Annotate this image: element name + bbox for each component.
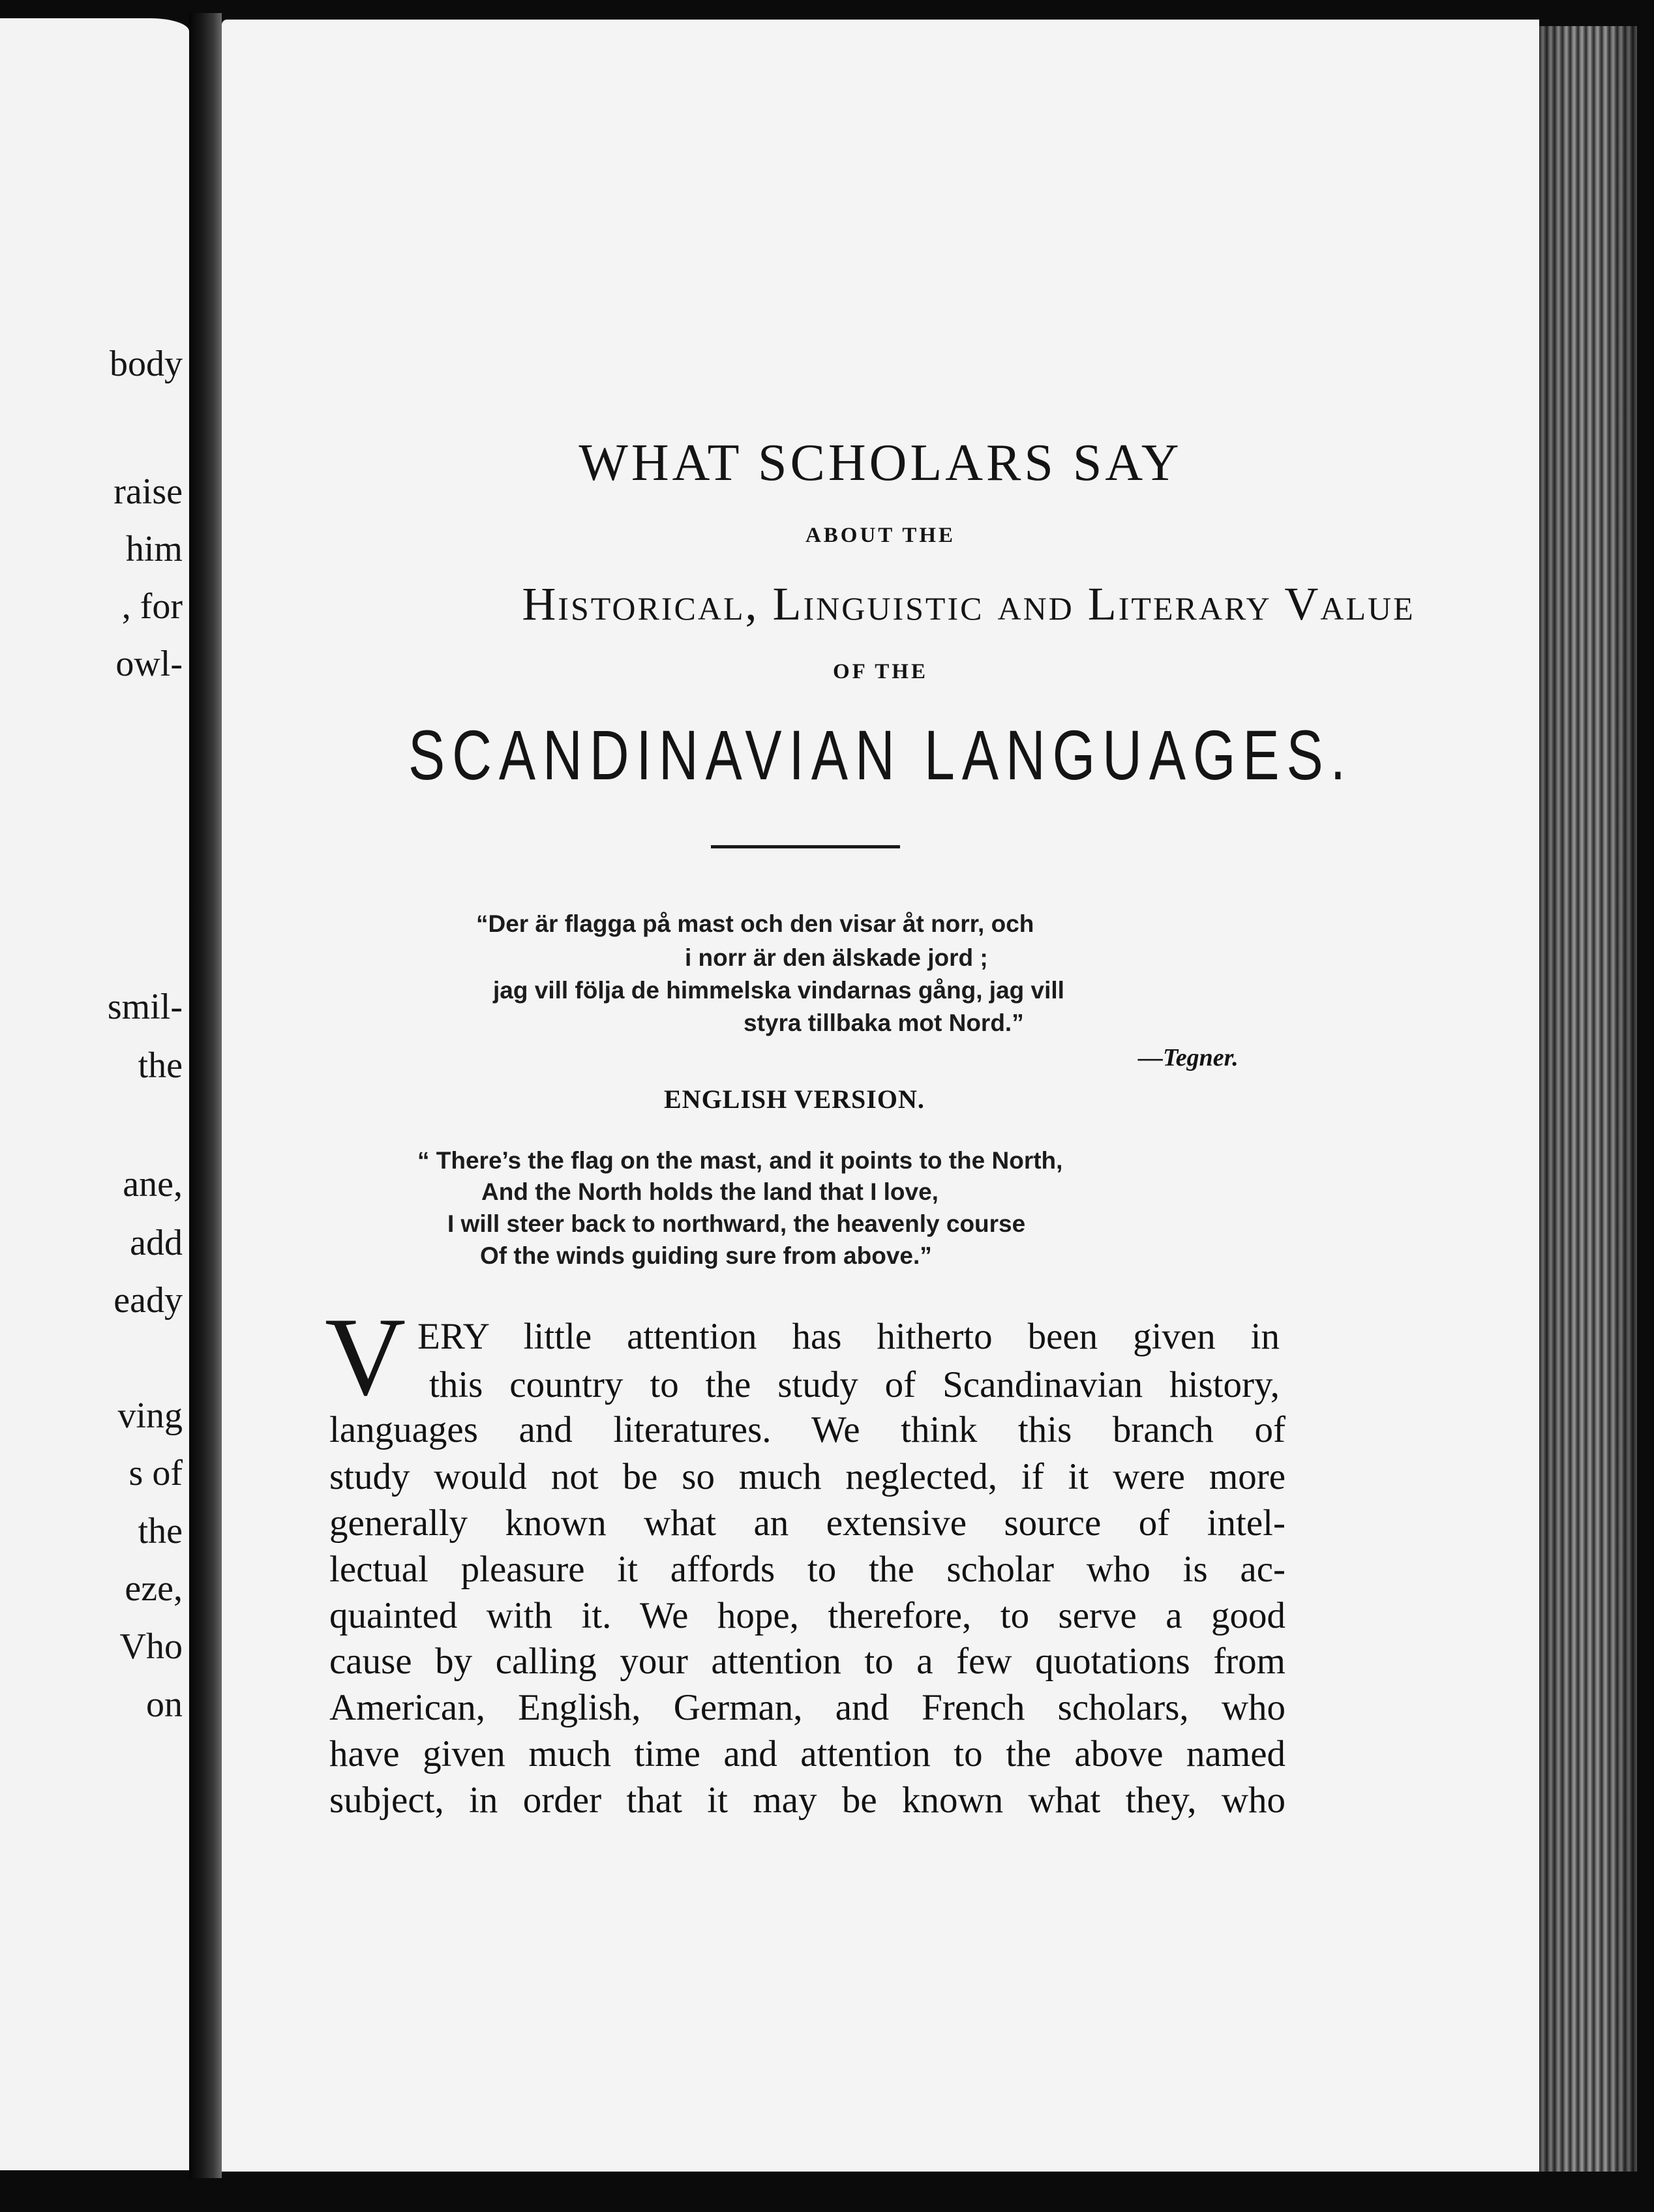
- body-text-line: cause by calling your attention to a few quotations from: [329, 1641, 1286, 1682]
- left-page-fragment: eze,: [125, 1568, 183, 1609]
- left-page-fragment: on: [146, 1684, 183, 1725]
- english-verse-line: I will steer back to northward, the heavenly course: [447, 1210, 1026, 1237]
- swedish-verse-line: i norr är den älskade jord ;: [685, 944, 988, 971]
- about-the-label: ABOUT THE: [805, 524, 956, 547]
- body-text-line: languages and literatures. We think this branch of: [329, 1409, 1286, 1450]
- languages-title: SCANDINAVIAN LANGUAGES.: [408, 715, 1353, 794]
- left-page-fragment: Vho: [119, 1626, 183, 1667]
- english-version-heading: ENGLISH VERSION.: [664, 1084, 925, 1114]
- left-page-fragment: the: [138, 1511, 183, 1551]
- left-page-fragment: smil-: [107, 987, 183, 1027]
- swedish-verse-line: styra tillbaka mot Nord.”: [744, 1009, 1024, 1036]
- body-text-line: study would not be so much neglected, if it were more: [329, 1456, 1286, 1497]
- title-divider-rule: [711, 845, 900, 848]
- body-text-line: generally known what an extensive source of intel-: [329, 1502, 1286, 1544]
- left-page-fragment: body: [110, 344, 183, 384]
- english-verse-line: Of the winds guiding sure from above.”: [480, 1242, 932, 1269]
- book-gutter: [189, 13, 222, 2178]
- body-text-line: this country to the study of Scandinavian history,: [429, 1364, 1280, 1405]
- left-page-fragment: , for: [121, 586, 183, 627]
- of-the-label: OF THE: [833, 660, 928, 683]
- english-verse-line: And the North holds the land that I love,: [481, 1178, 939, 1205]
- left-facing-page: [0, 18, 189, 2170]
- left-page-fragment: the: [138, 1045, 183, 1086]
- left-page-fragment: ane,: [123, 1164, 183, 1204]
- swedish-verse-line: “Der är flagga på mast och den visar åt norr, och: [476, 910, 1034, 937]
- body-text-line: ERY little attention has hitherto been given in: [417, 1316, 1280, 1357]
- page-edge-shadow: [1539, 26, 1637, 2172]
- body-text-line: have given much time and attention to the above named: [329, 1733, 1286, 1774]
- left-page-fragment: raise: [113, 471, 183, 512]
- left-page-fragment: owl-: [115, 644, 183, 684]
- page-subtitle: Historical, Linguistic and Literary Value: [522, 578, 1415, 630]
- verse-attribution: —Tegner.: [1138, 1044, 1239, 1071]
- left-page-fragment: eady: [113, 1280, 183, 1321]
- left-page-fragment: ving: [117, 1396, 183, 1436]
- left-page-fragment: add: [130, 1223, 183, 1263]
- english-verse-line: “ There’s the flag on the mast, and it points to the North,: [417, 1147, 1063, 1174]
- left-page-fragment: him: [125, 529, 183, 569]
- swedish-verse-line: jag vill följa de himmelska vindarnas gång, jag vill: [493, 977, 1064, 1004]
- body-text-line: subject, in order that it may be known what they, who: [329, 1780, 1286, 1821]
- drop-cap: V: [325, 1295, 406, 1419]
- body-text-line: lectual pleasure it affords to the scholar who is ac-: [329, 1549, 1286, 1590]
- left-page-fragment: s of: [128, 1453, 183, 1493]
- body-text-line: quainted with it. We hope, therefore, to serve a good: [329, 1595, 1286, 1636]
- body-text-line: American, English, German, and French scholars, who: [329, 1687, 1286, 1728]
- page-title: WHAT SCHOLARS SAY: [579, 434, 1182, 492]
